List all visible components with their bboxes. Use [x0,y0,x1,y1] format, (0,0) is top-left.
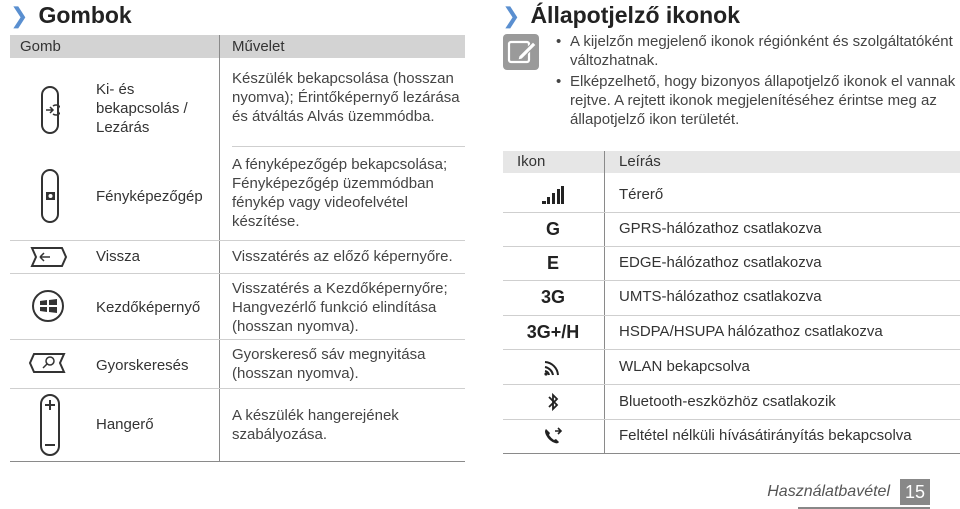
search-key-icon [28,350,68,376]
row-divider [232,146,465,147]
edge-icon: E [546,252,559,273]
power-lock-side-key-icon [30,80,70,140]
table-bottom-border [10,461,465,462]
col-header-icon: Ikon [503,151,604,173]
status-desc: HSDPA/HSUPA hálózathoz csatlakozva [619,323,883,340]
status-desc: Bluetooth-eszközhöz csatlakozik [619,393,836,410]
status-desc: EDGE-hálózathoz csatlakozva [619,254,822,271]
key-name-power: Ki- és bekapcsolás / Lezárás [96,81,188,136]
status-table-divider [604,151,605,454]
page-number: 15 [900,479,930,505]
volume-key-icon [30,393,70,457]
3g-icon: 3G [540,286,565,307]
signal-strength-icon [503,178,603,212]
key-desc-search: Gyorskereső sáv megnyitása (hosszan nyomva). [232,346,426,382]
key-desc-power: Készülék bekapcsolása (hosszan nyomva); Érintőképernyő lezárása és átváltás Alvás üzemmódba. [232,70,460,125]
col-header-action: Művelet [220,35,465,58]
chevron-right-icon: ❯ [502,2,521,28]
status-desc: Térerő [619,186,664,203]
key-name-camera: Fényképezőgép [96,188,203,205]
row-divider [10,240,465,241]
status-desc: Feltétel nélküli hívásátirányítás bekapcsolva [619,427,912,444]
key-name-search: Gyorskeresés [96,357,189,374]
status-desc: GPRS-hálózathoz csatlakozva [619,220,822,237]
row-divider [10,273,465,274]
status-table-bottom-border [503,453,960,454]
key-name-home: Kezdőképernyő [96,299,201,316]
footer-section-label: Használatbavétel [767,483,890,500]
row-divider [10,339,465,340]
buttons-title-text: Gombok [38,2,132,28]
note-pencil-icon [503,34,539,70]
key-desc-home: Visszatérés a Kezdőképernyőre; Hangvezérlő funkció elindítása (hosszan nyomva). [232,280,448,335]
windows-start-key-icon [28,288,68,324]
key-name-back: Vissza [96,248,140,265]
back-key-icon [28,244,68,270]
gprs-icon: G [545,218,560,239]
key-name-volume: Hangerő [96,416,154,433]
key-desc-camera: A fényképezőgép bekapcsolása; Fényképezőgép üzemmódban fénykép vagy videofelvétel készítése. [232,156,448,230]
note-item: • A kijelzőn megjelenő ikonok régiónként és szolgáltatóként változhatnak. [556,32,960,70]
page-footer [767,479,930,505]
key-desc-volume: A készülék hangerejének szabályozása. [232,407,399,443]
key-desc-back: Visszatérés az előző képernyőre. [232,248,453,265]
status-title-text: Állapotjelző ikonok [530,2,741,28]
note-item: • Elképzelhető, hogy bizonyos állapotjelző ikonok el vannak rejtve. A rejtett ikonok megjelenítéséhez érintse meg az állapotjelző ikon területét. [556,72,960,129]
call-forwarding-icon [503,419,603,453]
notes-list [556,32,960,131]
status-desc: UMTS-hálózathoz csatlakozva [619,288,822,305]
hsdpa-icon: 3G+/H [526,321,580,342]
row-divider [10,388,465,389]
status-icons-section-title [502,2,740,29]
wlan-icon [503,350,603,384]
table-divider [219,35,220,462]
chevron-right-icon: ❯ [10,2,29,28]
status-desc: WLAN bekapcsolva [619,358,750,375]
col-header-desc: Leírás [605,151,960,173]
bluetooth-icon [503,385,603,419]
col-header-key: Gomb [10,35,219,58]
camera-side-key-icon [30,164,70,228]
buttons-section-title [10,2,132,29]
